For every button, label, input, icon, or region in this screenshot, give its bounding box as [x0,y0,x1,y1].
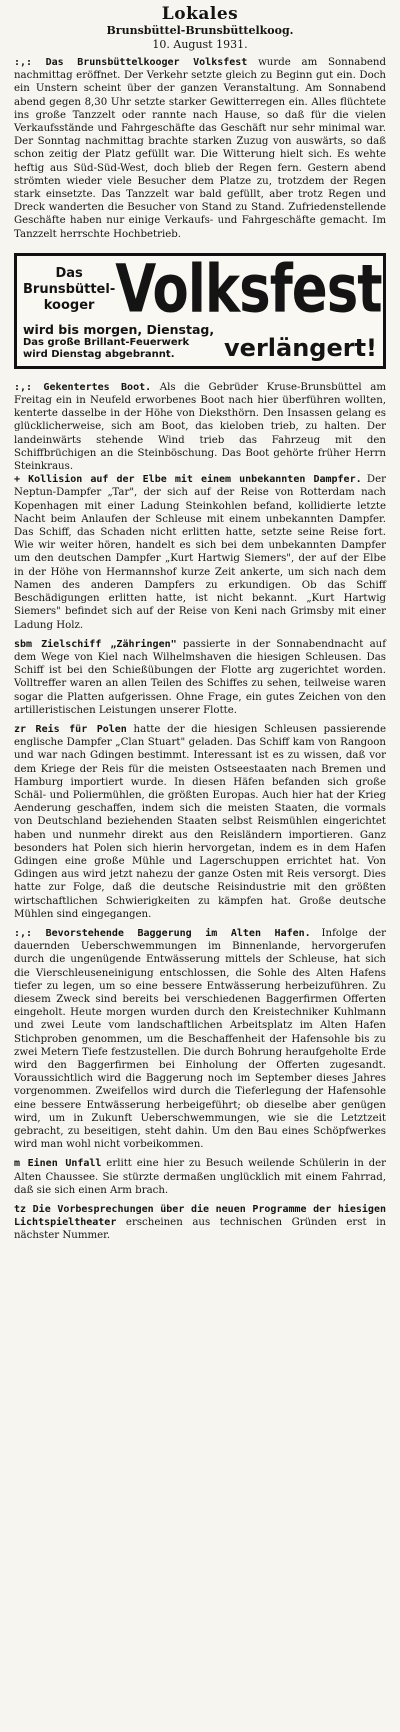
article-kollision [14,473,386,631]
article-body: erlitt eine hier zu Besuch weilende Schülerin in der Alten Chaussee. Sie stürzte dermaßen unglücklich mit einem Fahrrad, daß sie sich einen Arm brach. [14,1158,386,1196]
article-body: hatte der die hiesigen Schleusen passierende englische Dampfer „Clan Stuart" geladen. Das Schiff kam von Rangoon und war nach Gdingen bestimmt. Interessant ist es zu wissen, daß vor dem Kriege der Reis für die meisten Ostseestaaten nach Bremen und Hamburg importiert wurde. In diesen Häfen befanden sich große Schäl- und Poliermühlen, die größten Europas. Auch hier hat der Krieg Aenderung geschaffen, indem sich die meisten Staaten, die vormals von Deutschland beziehenden Staaten selbst Reismühlen eingerichtet haben und nunmehr direkt aus den Reisländern importieren. Ganz besonders hat Polen sich hierin hervorgetan, indem es in dem Hafen Gdingen eine große Mühle und Lagerschuppen errichtet hat. Von Gdingen aus wird jetzt nahezu der ganze Osten mit Reis versorgt. Dies hatte zur Folge, daß die deutsche Reisindustrie mit den größten wirtschaftlichen Schwierigkeiten zu kämpfen hat. Große deutsche Mühlen sind eingegangen. [14,723,386,920]
article-body: wurde am Sonnabend nachmittag eröffnet. Der Verkehr setzte gleich zu Beginn gut ein. Doch ein Unstern scheint über der ganzen Veranstaltung. Am Sonnabend abend gegen 8,30 Uhr setzte starker Gewitterregen ein. Alles flüchtete ins große Tanzzelt oder rannte nach Hause, so daß für die vielen Verkaufsstände und Fahrgeschäfte das Geschäft nur sehr minimal war. Der Sonntag nachmittag brachte starken Zuzug von auswärts, so daß schon zeitig der Platz gefüllt war. Die Witterung hielt sich. Es wehte heftig aus Süd-Süd-West, doch blieb der Regen fern. Gestern abend strömten wieder viele Besucher dem Platze zu, trotzdem der Regen stark einsetzte. Das Tanzzelt war bald gefüllt, aber trotz Regen und Dreck wanderten die Besucher von Stand zu Stand. Zufriedenstellende Geschäfte haben nur einige Verkaufs- und Fahrgeschäfte gemacht. Im Tanzzelt herrschte Hochbetrieb. [14,57,386,240]
ad-line: wird bis morgen, Dienstag, [23,321,215,337]
article-body: passierte in der Sonnabendnacht auf dem Wege von Kiel nach Wilhelmshaven die hiesigen Schleusen. Das Schiff ist bei den Schießübungen der Flotte arg zugerichtet worden. Volltreffer waren an allen Teilen des Schiffes zu sehen, teilweise waren sogar die Platten aufgerissen. Ohne Frage, ein gutes Zeichen von den artilleristischen Leistungen unserer Flotte. [14,638,386,716]
ad-top-row [23,251,382,328]
article-reis [14,723,386,921]
newspaper-page [12,0,388,1732]
ad-bottom-row [23,322,377,361]
article-headline: zr Reis für Polen [14,723,127,735]
ad-left-text [23,266,115,314]
ad-left-line: Brunsbüttel- [23,281,116,297]
dateline: Brunsbüttel-Brunsbüttelkoog. [106,24,294,37]
article-baggerung [14,927,386,1151]
article-body: erscheinen aus technischen Gründen erst in nächster Nummer. [14,1217,386,1242]
article-headline: :,: Bevorstehende Baggerung im Alten Hafen. [14,927,311,939]
masthead [14,0,386,52]
article-headline: + Kollision auf der Elbe mit einem unbekannten Dampfer. [14,474,362,486]
ad-line: wird Dienstag abgebrannt. [23,348,175,360]
ad-headline: Volksfest [115,251,382,328]
article-body: Infolge der dauernden Ueberschwemmungen im Binnenlande, hervorgerufen durch die ungenügende Entwässerung mittels der Schleuse, hat sich die Vierschleuseneinigung entschlossen, die Sohle des Alten Hafens tiefer zu legen, um so eine bessere Entwässerung herbeizuführen. Zu diesem Zweck sind bereits bei verschiedenen Baggerfirmen Offerten eingeholt. Heute morgen wurden durch den Kreistechniker Kuhlmann und zwei Leute vom landschaftlichen Arbeitsplatz im Alten Hafen Stichproben genommen, um die Beschaffenheit der Hafensohle bis zu zwei Metern Tiefe festzustellen. Die durch Bohrung heraufgeholte Erde wird den Baggerfirmen bei Einholung der Offerten zugesandt. Voraussichtlich wird die Baggerung noch im September dieses Jahres vorgenommen. Zweifellos wird durch die Tieferlegung der Hafensohle eine bessere Entwässerung herbeigeführt; ob dieselbe aber genügen wird, um in Zukunft Ueberschwemmungen, wie sie die Letztzeit gebracht, zu beseitigen, steht dahin. Um den Bau eines Schöpfwerkes wird man wohl nicht vorbeikommen. [14,927,386,1151]
article-headline: tz Die Vorbesprechungen über die neuen Programme der hiesigen Lichtspieltheater [14,1204,386,1229]
article-boot [14,381,386,473]
article-headline: sbm Zielschiff „Zähringen" [14,638,177,650]
volksfest-advertisement [14,253,386,369]
ad-verlaengert: verlängert! [224,333,377,362]
ad-left-line: kooger [43,297,95,313]
article-headline: :,: Das Brunsbüttelkooger Volksfest [14,57,248,68]
article-unfall [14,1157,386,1197]
article-headline: :,: Gekentertes Boot. [14,381,152,393]
article-lichtspiel [14,1203,386,1243]
ad-left-line: Das [55,265,83,281]
section-title: Lokales [161,4,239,24]
article-zielschiff [14,638,386,717]
issue-date: 10. August 1931. [152,38,248,51]
article-body: Der Neptun-Dampfer „Tar", der sich auf der Reise von Rotterdam nach Kopenhagen mit einer Ladung Steinkohlen befand, kollidierte letzte Nacht beim Anlaufen der Schleuse mit einem unbekannten Dampfer. Das Schiff, das Schaden nicht erlitten hatte, setzte seine Reise fort. Wie wir weiter hören, handelt es sich bei dem unbekannten Dampfer um den deutschen Dampfer „Kurt Hartwig Siemers", der auf der Elbe in der Höhe von Hermannshof kurze Zeit ankerte, um sich nach dem Namen des anderen Dampfers zu erkundigen. Ob das Schiff Beschädigungen erlitten hatte, ist nicht bekannt. „Kurt Hartwig Siemers" befindet sich auf der Reise von Keni nach Grimsby mit einer Ladung Holz. [14,474,386,631]
ad-line: Das große Brillant-Feuerwerk [23,336,190,348]
ad-text-lines [23,322,224,361]
article-body: Als die Gebrüder Kruse-Brunsbüttel am Freitag ein in Neufeld erworbenes Boot nach hier überführen wollten, kenterte dasselbe in der Höhe von Dieksthörn. Den Insassen gelang es glücklicherweise, sich am Boot, das kieloben trieb, zu halten. Der landeinwärts stehende Wind trieb das Fahrzeug mit den Schiffbrüchigen an die Steinböschung. Das Boot gehörte früher Herrn Steinkraus. [14,381,387,473]
article-volksfest [14,56,386,241]
article-headline: m Einen Unfall [14,1158,102,1170]
